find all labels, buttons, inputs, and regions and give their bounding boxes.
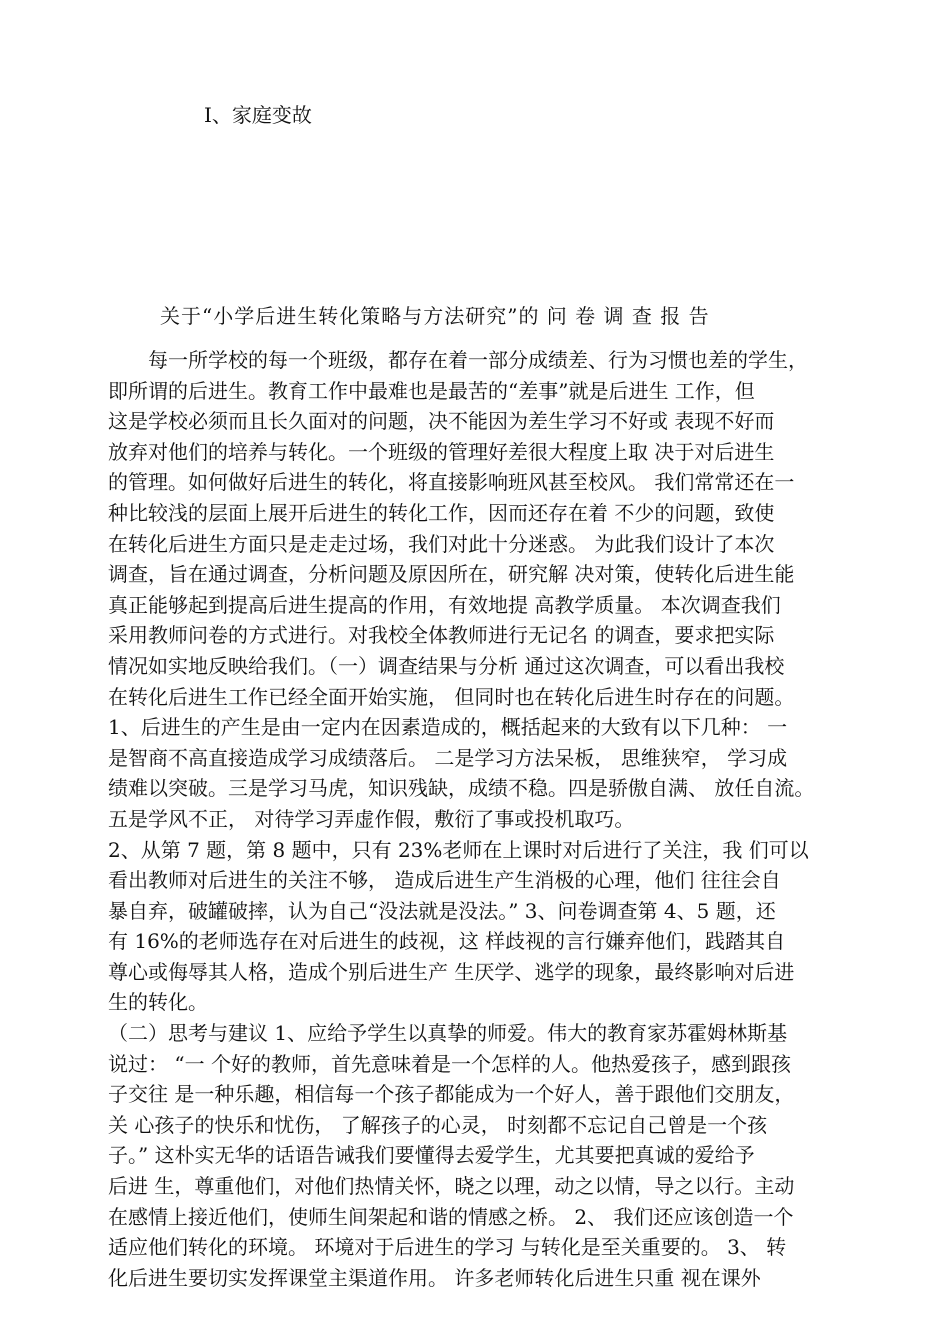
body-line: 在转化后进生方面只是走走过场，我们对此十分迷惑。 为此我们设计了本次	[108, 531, 775, 556]
body-line: （二）思考与建议 1、应给予学生以真挚的师爱。伟大的教育家苏霍姆林斯基	[108, 1021, 788, 1046]
body-line: 1、后进生的产生是由一定内在因素造成的，概括起来的大致有以下几种： 一	[108, 715, 788, 740]
body-line: 化后进生要切实发挥课堂主渠道作用。 许多老师转化后进生只重 视在课外	[108, 1265, 761, 1290]
body-line: 五是学风不正， 对待学习弄虚作假，敷衍了事或投机取巧。	[108, 806, 635, 831]
body-line: 调查，旨在通过调查，分析问题及原因所在，研究解 决对策，使转化后进生能	[108, 562, 795, 587]
body-line: 每一所学校的每一个班级，都存在着一部分成绩差、行为习惯也差的学生，	[108, 348, 808, 372]
body-line: 的管理。如何做好后进生的转化，将直接影响班风甚至校风。 我们常常还在一	[108, 470, 795, 495]
body-line: 种比较浅的层面上展开后进生的转化工作，因而还存在着 不少的问题，致使	[108, 500, 775, 525]
body-line: 子。” 这朴实无华的话语告诫我们要懂得去爱学生，尤其要把真诚的爱给予	[108, 1143, 755, 1168]
body-line: 关 心孩子的快乐和忧伤， 了解孩子的心灵， 时刻都不忘记自己曾是一个孩	[108, 1112, 768, 1137]
body-line: 看出教师对后进生的关注不够， 造成后进生产生消极的心理，他们 往往会自	[108, 868, 781, 893]
body-line: 放弃对他们的培养与转化。一个班级的管理好差很大程度上取 决于对后进生	[108, 439, 775, 464]
body-line: 这是学校必须而且长久面对的问题，决不能因为差生学习不好或 表现不好而	[108, 409, 775, 434]
body-line: 真正能够起到提高后进生提高的作用，有效地提 高教学质量。 本次调查我们	[108, 592, 781, 617]
body-line: 说过： “一 个好的教师，首先意味着是一个怎样的人。他热爱孩子，感到跟孩	[108, 1051, 791, 1076]
body-line: 适应他们转化的环境。 环境对于后进生的学习 与转化是至关重要的。 3、 转	[108, 1235, 787, 1260]
body-line: 绩难以突破。三是学习马虎，知识残缺，成绩不稳。四是骄傲自满、 放任自流。	[108, 776, 815, 801]
body-line: 采用教师问卷的方式进行。对我校全体教师进行无记名 的调查，要求把实际	[108, 623, 775, 648]
body-line: 情况如实地反映给我们。（一）调查结果与分析 通过这次调查，可以看出我校	[108, 653, 785, 678]
section-heading: I、家庭变故	[204, 103, 312, 127]
body-line: 2、从第 7 题，第 8 题中，只有 23%老师在上课时对后进行了关注，我 们可以	[108, 837, 809, 862]
body-line: 在感情上接近他们，使师生间架起和谐的情感之桥。 2、 我们还应该创造一个	[108, 1204, 794, 1229]
body-line: 生的转化。	[108, 990, 208, 1015]
report-body	[108, 345, 878, 1293]
body-line: 子交往 是一种乐趣，相信每一个孩子都能成为一个好人，善于跟他们交朋友，	[108, 1082, 795, 1107]
body-line: 即所谓的后进生。教育工作中最难也是最苦的“差事”就是后进生 工作，但	[108, 378, 755, 403]
body-line: 在转化后进生工作已经全面开始实施， 但同时也在转化后进生时存在的问题。	[108, 684, 795, 709]
report-title: 关于“小学后进生转化策略与方法研究”的 问 卷 调 查 报 告	[160, 304, 710, 328]
body-line: 尊心或侮辱其人格，造成个别后进生产 生厌学、逃学的现象，最终影响对后进	[108, 959, 795, 984]
body-line: 后进 生，尊重他们，对他们热情关怀，晓之以理，动之以情，导之以行。主动	[108, 1174, 795, 1199]
body-line: 是智商不高直接造成学习成绩落后。 二是学习方法呆板， 思维狭窄， 学习成	[108, 745, 788, 770]
body-line: 暴自弃，破罐破摔，认为自己“没法就是没法。” 3、问卷调查第 4、5 题，还	[108, 898, 776, 923]
body-line: 有 16%的老师选存在对后进生的歧视，这 样歧视的言行嫌弃他们，践踏其自	[108, 929, 786, 954]
